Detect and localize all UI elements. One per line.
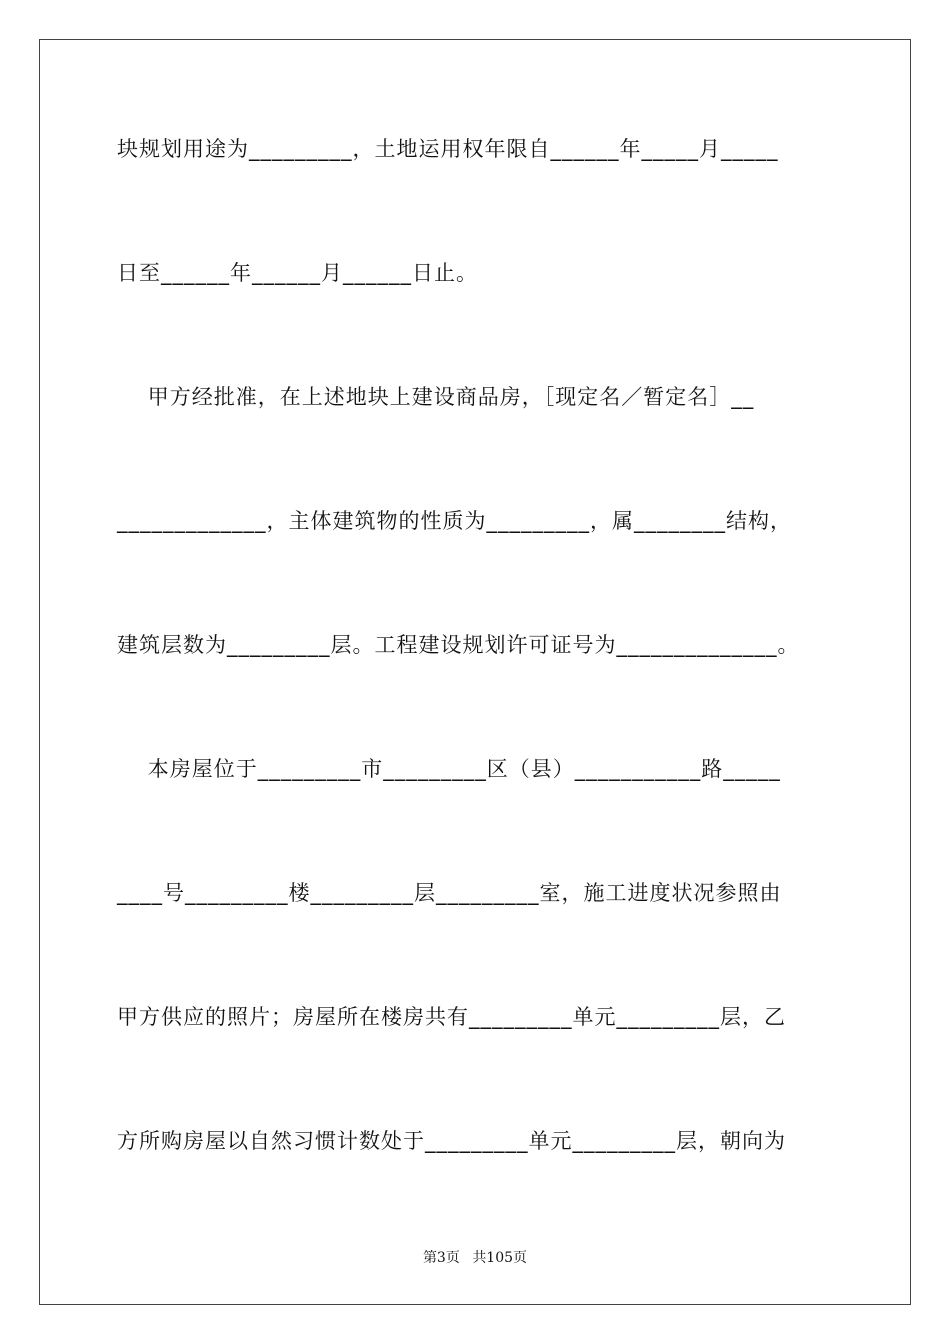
text-line-7: ____号_________楼_________层_________室，施工进度状况参照由 (117, 881, 782, 905)
text-line-3: 甲方经批准，在上述地块上建设商品房，［现定名／暂定名］__ (117, 385, 755, 409)
text-line-9: 方所购房屋以自然习惯计数处于_________单元_________层，朝向为 (117, 1129, 786, 1153)
page-number: 第3页 (422, 1250, 460, 1266)
page-total: 共105页 (472, 1250, 528, 1266)
text-line-5: 建筑层数为_________层。工程建设规划许可证号为______________。 (117, 633, 800, 657)
text-line-8: 甲方供应的照片；房屋所在楼房共有_________单元_________层，乙 (117, 1005, 786, 1029)
text-line-1: 块规划用途为_________，土地运用权年限自______年_____月_____ (117, 137, 779, 161)
page-border (39, 39, 911, 1305)
text-line-4: _____________，主体建筑物的性质为_________，属________结构， (117, 509, 792, 533)
page-footer (0, 1247, 950, 1267)
text-line-6: 本房屋位于_________市_________区（县）___________路_____ (117, 757, 781, 781)
text-line-2: 日至______年______月______日止。 (117, 261, 478, 285)
